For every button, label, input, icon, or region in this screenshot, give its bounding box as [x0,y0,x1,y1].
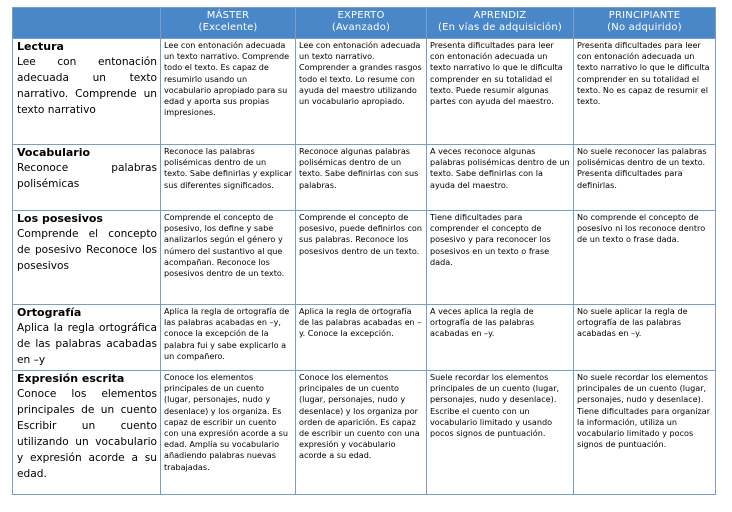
descriptor-cell: Reconoce algunas palabras polisémicas dentro de un texto. Sabe definirlas con sus palabras. [296,145,427,211]
criterion-description: Reconoce palabras polisémicas [17,162,157,190]
criterion-cell [13,371,161,495]
level-subtitle: (Excelente) [198,22,258,33]
rubric-container [12,7,715,495]
rubric-row-vocabulario [13,145,716,211]
level-subtitle: (En vías de adquisición) [438,22,562,33]
descriptor-cell: Aplica la regla de ortografía de las palabras acabadas en –y. Conoce la excepción. [296,305,427,371]
criterion-description: Comprende el concepto de posesivo Reconoce los posesivos [17,228,157,272]
level-subtitle: (No adquirido) [607,22,682,33]
descriptor-cell: Conoce los elementos principales de un cuento (lugar, personajes, nudo y desenlace) y los organiza. Es capaz de escribir un cuento con una expresión acorde a su edad. Amplía su vocabulario añadiendo palabras nuevas trabajadas. [161,371,296,495]
criterion-title: Los posesivos [17,212,103,225]
descriptor-cell: No suele aplicar la regla de ortografía de las palabras acabadas en –y. [574,305,716,371]
descriptor-cell: Aplica la regla de ortografía de las palabras acabadas en –y, conoce la excepción de la palabra fui y sabe explicarlo a un compañero. [161,305,296,371]
rubric-table [12,7,716,495]
descriptor-cell: Lee con entonación adecuada un texto narrativo. Comprender a grandes rasgos todo el texto. Lo resume con ayuda del maestro utilizando un vocabulario apropiado. [296,39,427,145]
descriptor-cell: A veces aplica la regla de ortografía de las palabras acabadas en –y. [427,305,574,371]
descriptor-cell: Comprende el concepto de posesivo, puede definirlos con sus palabras. Reconoce los posesivos dentro de un texto. [296,211,427,305]
criterion-cell [13,145,161,211]
descriptor-cell: No comprende el concepto de posesivo ni los reconoce dentro de un texto o frase dada. [574,211,716,305]
criterion-description: Conoce los elementos principales de un cuento Escribir un cuento utilizando un vocabulario y expresión acorde a su edad. [17,388,157,480]
rubric-row-ortografia [13,305,716,371]
descriptor-cell: Reconoce las palabras polisémicas dentro de un texto. Sabe definirlas y explicar sus diferentes significados. [161,145,296,211]
criterion-title: Expresión escrita [17,372,125,385]
level-name: MÁSTER [206,10,250,21]
criterion-cell [13,305,161,371]
header-level-master [161,8,296,39]
criterion-title: Ortografía [17,306,82,319]
level-subtitle: (Avanzado) [331,22,391,33]
rubric-row-expresion-escrita [13,371,716,495]
descriptor-cell: Comprende el concepto de posesivo, los define y sabe analizarlos según el género y número del sustantivo al que acompañan. Reconoce los posesivos dentro de un texto. [161,211,296,305]
criterion-title: Lectura [17,40,64,53]
header-level-principiante [574,8,716,39]
header-row [13,8,716,39]
level-name: PRINCIPIANTE [608,10,681,21]
descriptor-cell: Suele recordar los elementos principales de un cuento (lugar, personajes, nudo y desenlace). Escribe el cuento con un vocabulario limitado y usando pocos signos de puntuación. [427,371,574,495]
rubric-row-lectura [13,39,716,145]
descriptor-cell: No suele recordar los elementos principales de un cuento (lugar, personajes, nudo y desenlace). Tiene dificultades para organizar la información, utiliza un vocabulario limitado y pocos signos de puntuación. [574,371,716,495]
criterion-title: Vocabulario [17,146,91,159]
descriptor-cell: Tiene dificultades para comprender el concepto de posesivo y para reconocer los posesivos en un texto o frase dada. [427,211,574,305]
descriptor-cell: A veces reconoce algunas palabras polisémicas dentro de un texto. Sabe definirlas con la ayuda del maestro. [427,145,574,211]
descriptor-cell: Presenta dificultades para leer con entonación adecuada un texto narrativo lo que le dificulta comprender en su totalidad el texto. Puede resumir algunas partes con ayuda del maestro. [427,39,574,145]
header-level-aprendiz [427,8,574,39]
criterion-description: Aplica la regla ortográfica de las palabras acabadas en –y [17,322,157,366]
criterion-cell [13,211,161,305]
descriptor-cell: Presenta dificultades para leer con entonación adecuada un texto narrativo lo que le dificulta comprender en su totalidad el texto. No es capaz de resumir el texto. [574,39,716,145]
level-name: EXPERTO [337,10,385,21]
header-corner [13,8,161,39]
criterion-cell [13,39,161,145]
descriptor-cell: Lee con entonación adecuada un texto narrativo. Comprende todo el texto. Es capaz de resumirlo usando un vocabulario apropiado para su edad y aporta sus propias impresiones. [161,39,296,145]
header-level-experto [296,8,427,39]
level-name: APRENDIZ [473,10,527,21]
criterion-description: Lee con entonación adecuada un texto narrativo. Comprende un texto narrativo [17,56,157,116]
descriptor-cell: No suele reconocer las palabras polisémicas dentro de un texto. Presenta dificultades para definirlas. [574,145,716,211]
rubric-row-posesivos [13,211,716,305]
descriptor-cell: Conoce los elementos principales de un cuento (lugar, personajes, nudo y desenlace) y los organiza por orden de aparición. Es capaz de escribir un cuento con una expresión y vocabulario acorde a su edad. [296,371,427,495]
